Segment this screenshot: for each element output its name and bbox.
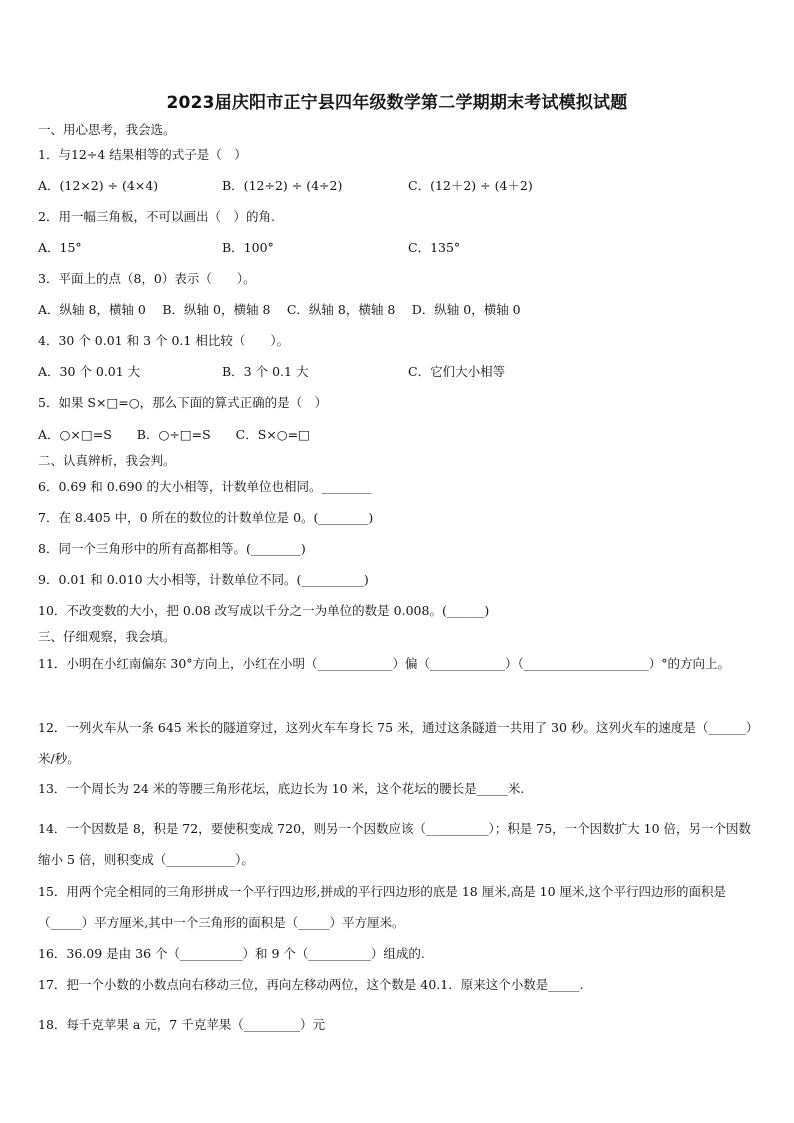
- q2-option-c: C．135°: [408, 240, 461, 255]
- question-18: 18．每千克苹果 a 元，7 千克苹果（_________）元: [38, 1017, 325, 1032]
- q4-option-c: C．它们大小相等: [408, 364, 506, 379]
- question-14: 14．一个因数是 8，积是 72，要使积变成 720，则另一个因数应该（__________）；积是 75，一个因数扩大 10 倍，另一个因数缩小 5 倍，则积变成（___________）。: [38, 821, 752, 867]
- section-heading: 三、仔细观察，我会填。: [38, 629, 176, 644]
- question-11: 11．小明在小红南偏东 30°方向上，小红在小明（____________）偏（____________）（____________________）°的方向上。: [38, 656, 731, 671]
- question-1: 1．与12÷4 结果相等的式子是（ ）: [38, 147, 247, 162]
- q4-option-a: A．30 个 0.01 大: [38, 364, 141, 379]
- question-7: 7．在 8.405 中，0 所在的数位的计数单位是 0。(________): [38, 510, 374, 525]
- question-3: 3．平面上的点（8，0）表示（ ）。: [38, 271, 256, 286]
- q1-option-a: A．(12×2) ÷ (4×4): [38, 178, 159, 193]
- q5-options: A．○×□=S B．○÷□=S C．S×○=□: [38, 427, 310, 442]
- q4-option-b: B．3 个 0.1 大: [222, 364, 309, 379]
- page-title: 2023届庆阳市正宁县四年级数学第二学期期末考试模拟试题: [166, 93, 628, 113]
- question-2: 2．用一幅三角板，不可以画出（ ）的角.: [38, 209, 275, 224]
- question-17: 17．把一个小数的小数点向右移动三位，再向左移动两位，这个数是 40.1．原来这个小数是_____.: [38, 977, 584, 992]
- q3-options: A．纵轴 8，横轴 0 B．纵轴 0，横轴 8 C．纵轴 8，横轴 8 D．纵轴 0，横轴 0: [38, 302, 521, 317]
- question-13: 13．一个周长为 24 米的等腰三角形花坛，底边长为 10 米，这个花坛的腰长是_____米.: [38, 781, 525, 796]
- section-heading: 一、用心思考，我会选。: [38, 122, 176, 137]
- question-9: 9．0.01 和 0.010 大小相等，计数单位不同。(__________): [38, 572, 369, 587]
- question-10: 10．不改变数的大小，把 0.08 改写成以千分之一为单位的数是 0.008。(______): [38, 603, 490, 618]
- question-15: 15．用两个完全相同的三角形拼成一个平行四边形,拼成的平行四边形的底是 18 厘米,高是 10 厘米,这个平行四边形的面积是（_____）平方厘米,其中一个三角形的面积是（_____）平方厘米。: [38, 884, 727, 930]
- question-4: 4．30 个 0.01 和 3 个 0.1 相比较（ ）。: [38, 333, 290, 348]
- section-heading: 二、认真辨析，我会判。: [38, 453, 176, 468]
- q1-option-b: B．(12÷2) ÷ (4÷2): [222, 178, 343, 193]
- question-16: 16．36.09 是由 36 个（__________）和 9 个（__________）组成的.: [38, 946, 425, 961]
- q2-option-a: A．15°: [38, 240, 82, 255]
- question-5: 5．如果 S×□=○，那么下面的算式正确的是（ ）: [38, 395, 328, 410]
- question-6: 6．0.69 和 0.690 的大小相等，计数单位也相同。________: [38, 479, 372, 494]
- question-12: 12．一列火车从一条 645 米长的隧道穿过，这列火车车身长 75 米，通过这条隧道一共用了 30 秒。这列火车的速度是（______）米/秒。: [38, 720, 753, 766]
- q1-option-c: C．(12＋2) ÷ (4＋2): [408, 178, 533, 193]
- question-8: 8．同一个三角形中的所有高都相等。(________): [38, 541, 306, 556]
- q2-option-b: B．100°: [222, 240, 274, 255]
